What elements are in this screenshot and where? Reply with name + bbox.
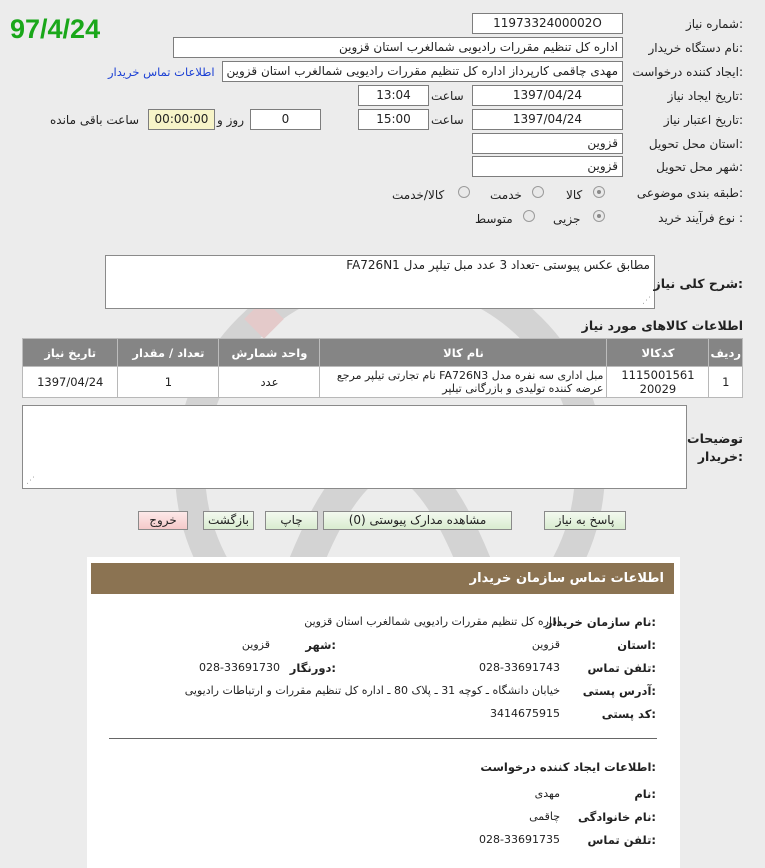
items-table: [22, 338, 743, 398]
items-table-header: [23, 339, 743, 367]
category-service-radio[interactable]: [532, 186, 544, 198]
process-partial-label: جزیی: [553, 212, 581, 226]
postal-code-value: 3414675915: [490, 707, 560, 720]
table-row: [23, 367, 743, 398]
col-date: تاریخ نیاز: [23, 339, 118, 367]
created-time-field: 13:04: [358, 85, 429, 106]
col-row: ردیف: [709, 339, 743, 367]
print-button[interactable]: چاپ: [265, 511, 318, 530]
buyer-contact-link[interactable]: اطلاعات تماس خریدار: [108, 65, 215, 79]
cell-unit: عدد: [219, 367, 320, 398]
buyer-contact-panel: [87, 557, 680, 868]
city-field: قزوین: [472, 156, 623, 177]
last-name-label: نام خانوادگی:: [578, 810, 656, 824]
need-number-label: شماره نیاز:: [685, 17, 743, 31]
org-name-label: نام سازمان خریدار:: [545, 615, 656, 629]
cell-name: مبل اداری سه نفره مدل FA726N3 نام تجارتی تیلپر مرجع عرضه کننده تولیدی و بازرگانی تیلپر: [320, 367, 607, 398]
resize-grip-icon: ⋰: [642, 296, 651, 306]
need-number-field: 1197332400002O: [472, 13, 623, 34]
address-label: آدرس پستی:: [582, 684, 656, 698]
city-info-value: قزوین: [241, 638, 270, 651]
category-both-label: کالا/خدمت: [392, 188, 445, 202]
days-suffix: روز و: [217, 113, 244, 127]
last-name-value: چاقمی: [529, 810, 560, 823]
need-description-box[interactable]: [105, 255, 655, 309]
reply-button[interactable]: پاسخ به نیاز: [544, 511, 626, 530]
process-label: نوع فرآیند خرید :: [658, 211, 743, 225]
first-name-value: مهدی: [534, 787, 560, 800]
resize-grip-icon: ⋰: [26, 476, 35, 486]
validity-date-field: 1397/04/24: [472, 109, 623, 130]
org-name-value: اداره کل تنظیم مقررات رادیویی شمالغرب استان قزوین: [304, 615, 560, 628]
category-label: طبقه بندی موضوعی:: [636, 186, 743, 200]
province-label: استان محل تحویل:: [648, 137, 743, 151]
buyer-org-label: نام دستگاه خریدار:: [648, 41, 743, 55]
category-service-label: خدمت: [490, 188, 522, 202]
fax-value: 028-33691730: [199, 661, 280, 674]
cell-row: 1: [709, 367, 743, 398]
remaining-suffix: ساعت باقی مانده: [50, 113, 140, 127]
buyer-notes-label: توضیحات خریدار:: [687, 431, 743, 464]
city-info-label: شهر:: [305, 638, 336, 652]
requester-label: ایجاد کننده درخواست:: [632, 65, 743, 79]
phone-label: تلفن تماس:: [587, 661, 656, 675]
created-date-field: 1397/04/24: [472, 85, 623, 106]
category-both-radio[interactable]: [458, 186, 470, 198]
first-name-label: نام:: [634, 787, 656, 801]
requester-field: مهدی چاقمی کارپرداز اداره کل تنظیم مقررات رادیویی شمالغرب استان قزوین: [222, 61, 623, 82]
cell-code: 1115001561 20029: [607, 367, 709, 398]
creator-phone-label: تلفن تماس:: [587, 833, 656, 847]
validity-time-field: 15:00: [358, 109, 429, 130]
need-description-text: مطابق عکس پیوستی -تعداد 3 عدد مبل تیلپر مدل FA726N1: [346, 258, 650, 272]
col-qty: تعداد / مقدار: [118, 339, 219, 367]
process-partial-radio[interactable]: [593, 210, 605, 222]
exit-button[interactable]: خروج: [138, 511, 188, 530]
category-goods-radio[interactable]: [593, 186, 605, 198]
buyer-org-field: اداره کل تنظیم مقررات رادیویی شمالغرب استان قزوین: [173, 37, 623, 58]
days-remaining-field: 0: [250, 109, 321, 130]
items-section-title: اطلاعات کالاهای مورد نیاز: [581, 318, 743, 333]
address-value: خیابان دانشگاه ـ کوچه 31 ـ پلاک 80 ـ اداره کل تنظیم مقررات و ارتباطات رادیویی: [184, 684, 560, 697]
creator-section-title: اطلاعات ایجاد کننده درخواست:: [480, 760, 656, 774]
back-button[interactable]: بازگشت: [203, 511, 254, 530]
validity-time-label: ساعت: [431, 113, 464, 127]
creator-phone-value: 028-33691735: [479, 833, 560, 846]
col-name: نام کالا: [320, 339, 607, 367]
province-info-value: قزوین: [531, 638, 560, 651]
province-field: قزوین: [472, 133, 623, 154]
cell-qty: 1: [118, 367, 219, 398]
view-attachments-button[interactable]: مشاهده مدارک پیوستی (0): [323, 511, 512, 530]
province-info-label: استان:: [617, 638, 656, 652]
col-code: کدکالا: [607, 339, 709, 367]
city-label: شهر محل تحویل:: [656, 160, 743, 174]
process-medium-label: متوسط: [475, 212, 513, 226]
panel-divider: [109, 738, 657, 739]
created-date-label: تاریخ ایجاد نیاز:: [667, 89, 743, 103]
buyer-notes-box[interactable]: [22, 405, 687, 489]
remaining-time-field: 00:00:00: [148, 109, 215, 130]
validity-date-label: تاریخ اعتبار نیاز:: [663, 113, 743, 127]
need-description-label: شرح کلی نیاز:: [653, 276, 743, 291]
process-medium-radio[interactable]: [523, 210, 535, 222]
cell-date: 1397/04/24: [23, 367, 118, 398]
contact-panel-title: اطلاعات تماس سازمان خریدار: [91, 563, 674, 594]
fax-label: دورنگار:: [289, 661, 336, 675]
category-goods-label: کالا: [566, 188, 583, 202]
phone-value: 028-33691743: [479, 661, 560, 674]
created-time-label: ساعت: [431, 89, 464, 103]
postal-code-label: کد پستی:: [601, 707, 656, 721]
date-stamp: 97/4/24: [10, 14, 101, 44]
col-unit: واحد شمارش: [219, 339, 320, 367]
